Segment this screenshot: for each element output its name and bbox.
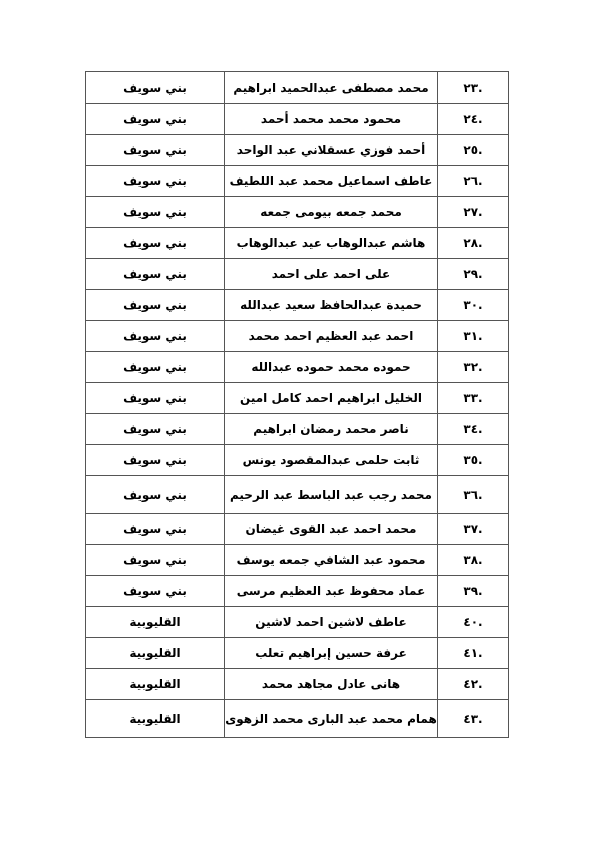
governorate-cell: بني سويف [86,576,225,607]
table-row [86,638,509,669]
person-name-cell: هاشم عبدالوهاب عيد عبدالوهاب [225,228,438,259]
person-name-cell: همام محمد عبد البارى محمد الزهوى [225,700,438,738]
person-name-cell: محمد مصطفى عبدالحميد ابراهيم [225,72,438,104]
row-number-cell: .٢٥ [438,135,509,166]
row-number-cell: .٣١ [438,321,509,352]
table-row [86,321,509,352]
governorate-cell: بني سويف [86,545,225,576]
person-name-cell: محمد احمد عبد القوى غيضان [225,514,438,545]
table-row [86,259,509,290]
table-row [86,576,509,607]
governorate-cell: بني سويف [86,197,225,228]
row-number-cell: .٣٢ [438,352,509,383]
governorate-cell: بني سويف [86,383,225,414]
governorate-cell: بني سويف [86,166,225,197]
row-number-cell: .٣٩ [438,576,509,607]
person-name-cell: ثابت حلمى عبدالمقصود يونس [225,445,438,476]
row-number-cell: .٣٠ [438,290,509,321]
person-name-cell: احمد عبد العظيم احمد محمد [225,321,438,352]
governorate-cell: القليوبية [86,669,225,700]
row-number-cell: .٤٣ [438,700,509,738]
person-name-cell: هانى عادل مجاهد محمد [225,669,438,700]
person-name-cell: محمد رجب عبد الباسط عبد الرحيم [225,476,438,514]
table-row [86,290,509,321]
person-name-cell: محمد جمعه بيومى جمعه [225,197,438,228]
governorate-cell: بني سويف [86,259,225,290]
person-name-cell: عاطف اسماعيل محمد عبد اللطيف [225,166,438,197]
names-table-body [86,72,509,738]
person-name-cell: أحمد فوزي عسقلاني عبد الواحد [225,135,438,166]
table-row [86,545,509,576]
row-number-cell: .٢٤ [438,104,509,135]
person-name-cell: محمود محمد محمد أحمد [225,104,438,135]
row-number-cell: .٣٣ [438,383,509,414]
governorate-cell: بني سويف [86,135,225,166]
person-name-cell: حميدة عبدالحافظ سعيد عبدالله [225,290,438,321]
governorate-cell: بني سويف [86,290,225,321]
row-number-cell: .٣٤ [438,414,509,445]
table-row [86,445,509,476]
names-table [85,71,509,738]
governorate-cell: القليوبية [86,700,225,738]
governorate-cell: بني سويف [86,352,225,383]
row-number-cell: .٣٦ [438,476,509,514]
table-row [86,607,509,638]
table-row [86,135,509,166]
person-name-cell: محمود عبد الشافي جمعه يوسف [225,545,438,576]
row-number-cell: .٤١ [438,638,509,669]
row-number-cell: .٢٩ [438,259,509,290]
table-row [86,700,509,738]
row-number-cell: .٣٨ [438,545,509,576]
row-number-cell: .٢٦ [438,166,509,197]
row-number-cell: .٢٣ [438,72,509,104]
governorate-cell: بني سويف [86,104,225,135]
row-number-cell: .٢٨ [438,228,509,259]
person-name-cell: عاطف لاشين احمد لاشين [225,607,438,638]
governorate-cell: بني سويف [86,72,225,104]
table-row [86,352,509,383]
table-row [86,414,509,445]
row-number-cell: .٣٥ [438,445,509,476]
governorate-cell: بني سويف [86,514,225,545]
governorate-cell: القليوبية [86,607,225,638]
row-number-cell: .٤٢ [438,669,509,700]
person-name-cell: ناصر محمد رمضان ابراهيم [225,414,438,445]
table-row [86,383,509,414]
table-row [86,72,509,104]
person-name-cell: حموده محمد حموده عبدالله [225,352,438,383]
row-number-cell: .٤٠ [438,607,509,638]
governorate-cell: بني سويف [86,414,225,445]
governorate-cell: بني سويف [86,476,225,514]
person-name-cell: الخليل ابراهيم احمد كامل امين [225,383,438,414]
table-row [86,514,509,545]
governorate-cell: القليوبية [86,638,225,669]
table-row [86,228,509,259]
person-name-cell: عماد محفوظ عبد العظيم مرسى [225,576,438,607]
table-row [86,669,509,700]
table-row [86,166,509,197]
row-number-cell: .٣٧ [438,514,509,545]
governorate-cell: بني سويف [86,445,225,476]
person-name-cell: عرفة حسين إبراهيم تعلب [225,638,438,669]
person-name-cell: على احمد على احمد [225,259,438,290]
table-row [86,104,509,135]
governorate-cell: بني سويف [86,321,225,352]
governorate-cell: بني سويف [86,228,225,259]
row-number-cell: .٢٧ [438,197,509,228]
table-row [86,197,509,228]
table-row [86,476,509,514]
